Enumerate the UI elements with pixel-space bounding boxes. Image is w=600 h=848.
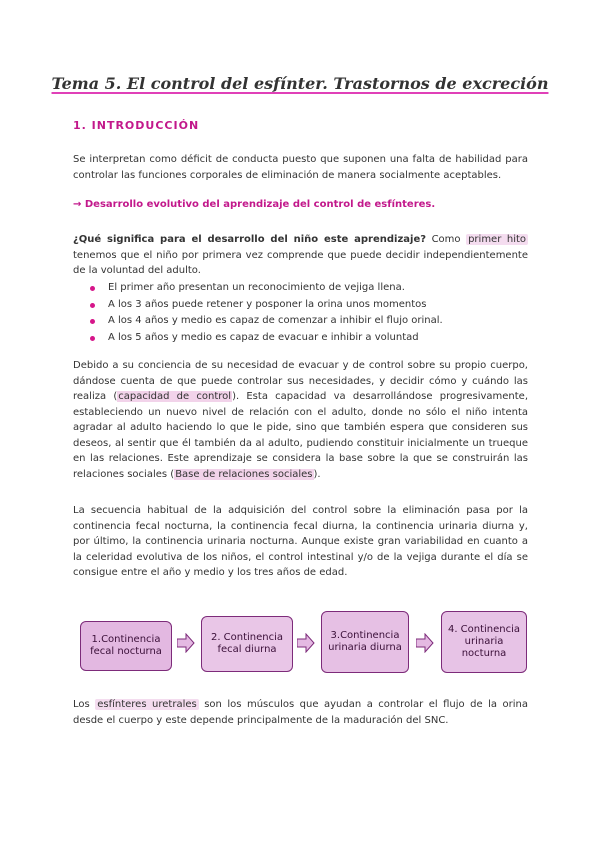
flow-step-1: 1.Continencia fecal nocturna <box>80 621 172 671</box>
list-item: A los 4 años y medio es capaz de comenzar a inhibir el flujo orinal. <box>90 313 520 330</box>
list-item: A los 5 años y medio es capaz de evacuar e inhibir a voluntad <box>90 330 520 347</box>
section-heading: 1. INTRODUCCIÓN <box>73 119 200 132</box>
sphincter-paragraph <box>73 697 528 728</box>
para4-pre: Los <box>73 699 96 710</box>
highlight-base: Base de relaciones sociales <box>175 468 313 480</box>
highlight-primer-hito: primer hito <box>468 234 527 245</box>
arrow-right-icon <box>297 633 315 653</box>
question-pre: Como <box>426 234 467 245</box>
para2-text-c: ). <box>313 468 321 480</box>
para2-text-b: ). Esta capacidad va desarrollándose progresivamente, estableciendo un nuevo nivel de relación con el adulto, donde no sólo el niño intenta agradar al adulto haciendo lo que le pide, sino que también espera que consideren sus deseos, al sentir que él también da al adulto, pudiendo constituir inicialmente un trueque en las relaciones. Este aprendizaje se considera la base sobre la que se construirán las relaciones sociales ( <box>73 391 528 480</box>
question-paragraph <box>73 232 528 279</box>
sequence-paragraph: La secuencia habitual de la adquisición del control sobre la eliminación pasa por la continencia fecal nocturna, la continencia fecal diurna, la continencia urinaria diurna y, por último, la continencia urinaria nocturna. Aunque existe gran variabilidad en cuanto a la celeridad evolutiva de los niños, el control intestinal y/o de la vejiga durante el día se consigue entre el año y medio y los tres años de edad. <box>73 505 528 578</box>
subheading: → Desarrollo evolutivo del aprendizaje del control de esfínteres. <box>73 199 436 210</box>
question-rest: tenemos que el niño por primera vez comprende que puede decidir independientemente de la voluntad del adulto. <box>73 249 528 276</box>
list-item: A los 3 años puede retener y posponer la orina unos momentos <box>90 297 520 314</box>
control-paragraph <box>73 358 528 482</box>
page-title: Tema 5. El control del esfínter. Trastornos de excreción <box>51 74 549 93</box>
highlight-capacidad: capacidad de control <box>118 391 232 402</box>
list-item: El primer año presentan un reconocimiento de vejiga llena. <box>90 280 520 297</box>
flow-step-4: 4. Continencia urinaria nocturna <box>441 611 527 673</box>
intro-paragraph: Se interpretan como déficit de conducta puesto que suponen una falta de habilidad para controlar las funciones corporales de eliminación de manera socialmente aceptables. <box>73 154 528 181</box>
flow-step-3: 3.Continencia urinaria diurna <box>321 611 409 673</box>
flow-step-2: 2. Continencia fecal diurna <box>201 616 293 672</box>
milestones-list <box>90 280 520 346</box>
continence-flow-diagram <box>80 611 526 675</box>
para4-rest: son los músculos que ayudan a controlar el flujo de la orina desde el cuerpo y este depende principalmente de la maduración del SNC. <box>73 699 528 726</box>
para2-text-a: Debido a su conciencia de su necesidad de evacuar y de control sobre su propio cuerpo, dándose cuenta de que puede controlar sus necesidades, y decidir cómo y cuándo las realiza ( <box>73 360 528 402</box>
question-bold: ¿Qué significa para el desarrollo del niño este aprendizaje? <box>73 234 427 245</box>
arrow-right-icon <box>177 633 195 653</box>
highlight-esfinteres: esfínteres uretrales <box>97 699 197 710</box>
arrow-right-icon <box>416 633 434 653</box>
